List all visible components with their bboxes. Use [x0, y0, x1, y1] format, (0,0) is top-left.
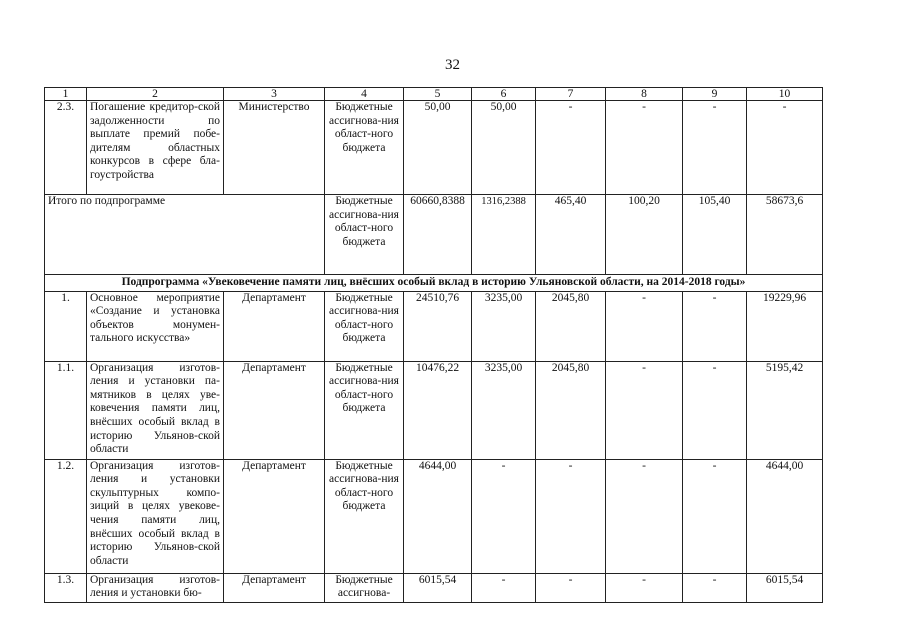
funding-source: Бюджетные ассигнова-	[325, 573, 404, 602]
total-row	[45, 195, 823, 275]
column-header: 5	[404, 88, 472, 101]
value-col6: 1316,2388	[472, 195, 536, 275]
table-row	[45, 459, 823, 573]
row-number: 1.	[45, 291, 87, 361]
value-col5: 24510,76	[404, 291, 472, 361]
value-col6: 3235,00	[472, 291, 536, 361]
column-header: 10	[747, 88, 823, 101]
column-header: 3	[224, 88, 325, 101]
value-col10: 19229,96	[747, 291, 823, 361]
section-header-row	[45, 275, 823, 292]
value-col10: 6015,54	[747, 573, 823, 602]
value-col6: 50,00	[472, 101, 536, 195]
value-col5: 60660,8388	[404, 195, 472, 275]
value-col9: -	[683, 291, 747, 361]
funding-source: Бюджетные ассигнова-ния област-ного бюджета	[325, 459, 404, 573]
column-number-row	[45, 88, 823, 101]
activity-name: Организация изготов-ления и установки па-мятников в целях уве-ковечения памяти лиц, внёсших особый вклад в историю Ульянов-ской области	[87, 361, 224, 459]
value-col7: 465,40	[536, 195, 606, 275]
value-col5: 50,00	[404, 101, 472, 195]
value-col10: -	[747, 101, 823, 195]
column-header: 6	[472, 88, 536, 101]
row-number: 1.3.	[45, 573, 87, 602]
executor: Министерство	[224, 101, 325, 195]
value-col7: -	[536, 101, 606, 195]
activity-name: Организация изготов-ления и установки бю-	[87, 573, 224, 602]
value-col7: 2045,80	[536, 361, 606, 459]
value-col10: 5195,42	[747, 361, 823, 459]
column-header: 8	[606, 88, 683, 101]
activity-name: Организация изготов-ления и установки скульптурных компо-зиций в целях увекове-чения памяти лиц, внёсших особый вклад в историю Ульянов-ской области	[87, 459, 224, 573]
value-col9: -	[683, 459, 747, 573]
table-row	[45, 361, 823, 459]
column-header: 2	[87, 88, 224, 101]
value-col8: -	[606, 101, 683, 195]
value-col7: -	[536, 459, 606, 573]
section-title: Подпрограмма «Увековечение памяти лиц, внёсших особый вклад в историю Ульяновской области, на 2014-2018 годы»	[45, 275, 823, 292]
value-col8: -	[606, 459, 683, 573]
value-col10: 58673,6	[747, 195, 823, 275]
value-col9: -	[683, 361, 747, 459]
executor: Департамент	[224, 291, 325, 361]
value-col6: 3235,00	[472, 361, 536, 459]
total-label: Итого по подпрограмме	[45, 195, 325, 275]
column-header: 9	[683, 88, 747, 101]
value-col7: 2045,80	[536, 291, 606, 361]
budget-table	[44, 87, 823, 603]
funding-source: Бюджетные ассигнова-ния област-ного бюджета	[325, 195, 404, 275]
executor: Департамент	[224, 459, 325, 573]
funding-source: Бюджетные ассигнова-ния област-ного бюджета	[325, 101, 404, 195]
page-number: 32	[445, 57, 460, 73]
value-col8: -	[606, 291, 683, 361]
value-col5: 4644,00	[404, 459, 472, 573]
value-col6: -	[472, 573, 536, 602]
funding-source: Бюджетные ассигнова-ния област-ного бюджета	[325, 361, 404, 459]
value-col8: -	[606, 361, 683, 459]
column-header: 7	[536, 88, 606, 101]
table-row	[45, 101, 823, 195]
value-col6: -	[472, 459, 536, 573]
value-col5: 10476,22	[404, 361, 472, 459]
value-col8: -	[606, 573, 683, 602]
row-number: 1.1.	[45, 361, 87, 459]
value-col9: -	[683, 101, 747, 195]
funding-source: Бюджетные ассигнова-ния област-ного бюджета	[325, 291, 404, 361]
value-col5: 6015,54	[404, 573, 472, 602]
executor: Департамент	[224, 573, 325, 602]
executor: Департамент	[224, 361, 325, 459]
row-number: 2.3.	[45, 101, 87, 195]
value-col9: 105,40	[683, 195, 747, 275]
table-row	[45, 291, 823, 361]
value-col10: 4644,00	[747, 459, 823, 573]
column-header: 4	[325, 88, 404, 101]
value-col7: -	[536, 573, 606, 602]
activity-name: Погашение кредитор-ской задолженности по выплате премий побе-дителям областных конкурсов в сфере бла-гоустройства	[87, 101, 224, 195]
row-number: 1.2.	[45, 459, 87, 573]
value-col9: -	[683, 573, 747, 602]
activity-name: Основное мероприятие «Создание и установка объектов монумен-тального искусства»	[87, 291, 224, 361]
table-row	[45, 573, 823, 602]
value-col8: 100,20	[606, 195, 683, 275]
column-header: 1	[45, 88, 87, 101]
